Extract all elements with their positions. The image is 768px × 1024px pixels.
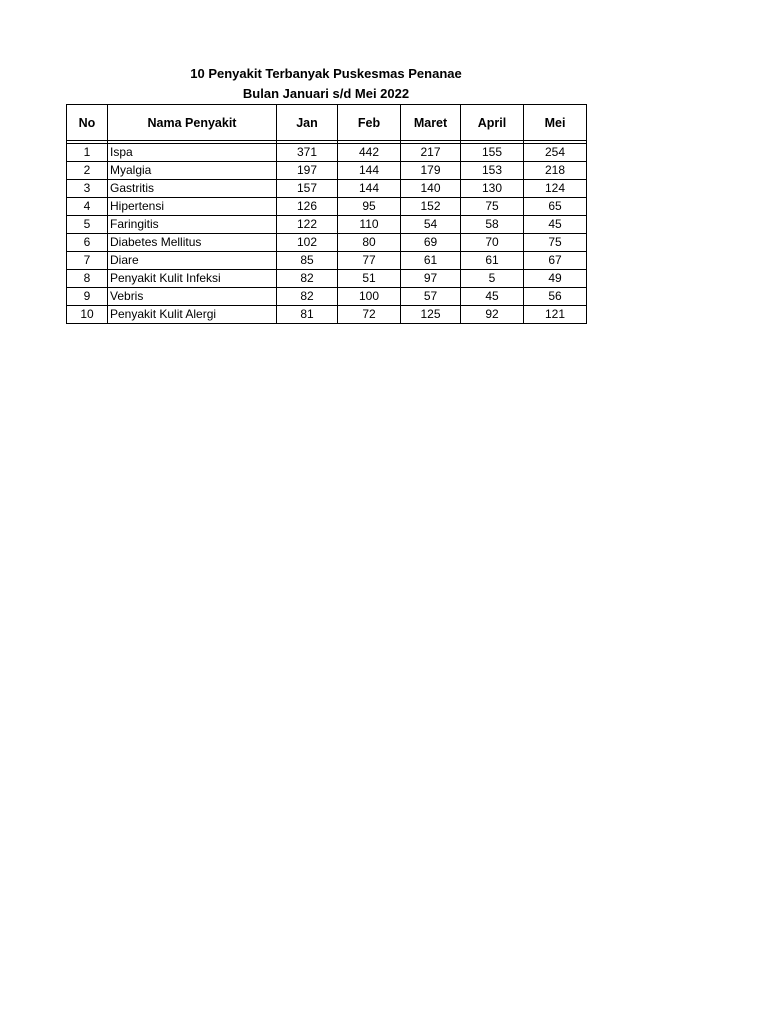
cell-feb: 72 [338, 306, 401, 324]
header-maret: Maret [401, 105, 461, 141]
cell-jan: 82 [277, 270, 338, 288]
cell-jan: 82 [277, 288, 338, 306]
table-row [67, 252, 587, 270]
header-feb: Feb [338, 105, 401, 141]
cell-maret: 61 [401, 252, 461, 270]
cell-feb: 144 [338, 162, 401, 180]
header-no: No [67, 105, 108, 141]
cell-mei: 124 [524, 180, 587, 198]
cell-no: 3 [67, 180, 108, 198]
cell-nama-penyakit: Diare [108, 252, 277, 270]
report-subtitle: Bulan Januari s/d Mei 2022 [242, 86, 410, 101]
cell-maret: 140 [401, 180, 461, 198]
cell-maret: 217 [401, 144, 461, 162]
table-row [67, 162, 587, 180]
cell-april: 61 [461, 252, 524, 270]
header-jan: Jan [277, 105, 338, 141]
cell-feb: 442 [338, 144, 401, 162]
header-april: April [461, 105, 524, 141]
cell-maret: 125 [401, 306, 461, 324]
table-row [67, 216, 587, 234]
cell-mei: 67 [524, 252, 587, 270]
cell-feb: 77 [338, 252, 401, 270]
cell-april: 75 [461, 198, 524, 216]
cell-feb: 51 [338, 270, 401, 288]
cell-april: 92 [461, 306, 524, 324]
cell-feb: 80 [338, 234, 401, 252]
cell-jan: 85 [277, 252, 338, 270]
table-row [67, 288, 587, 306]
cell-feb: 144 [338, 180, 401, 198]
cell-nama-penyakit: Faringitis [108, 216, 277, 234]
cell-mei: 56 [524, 288, 587, 306]
cell-april: 70 [461, 234, 524, 252]
cell-nama-penyakit: Ispa [108, 144, 277, 162]
cell-jan: 81 [277, 306, 338, 324]
cell-no: 1 [67, 144, 108, 162]
table-row [67, 306, 587, 324]
cell-maret: 54 [401, 216, 461, 234]
cell-feb: 110 [338, 216, 401, 234]
cell-mei: 218 [524, 162, 587, 180]
cell-maret: 152 [401, 198, 461, 216]
header-mei: Mei [524, 105, 587, 141]
cell-maret: 179 [401, 162, 461, 180]
cell-jan: 197 [277, 162, 338, 180]
cell-nama-penyakit: Vebris [108, 288, 277, 306]
table-row [67, 180, 587, 198]
cell-jan: 157 [277, 180, 338, 198]
cell-mei: 49 [524, 270, 587, 288]
cell-mei: 121 [524, 306, 587, 324]
report-title: 10 Penyakit Terbanyak Puskesmas Penanae [190, 66, 462, 81]
cell-nama-penyakit: Gastritis [108, 180, 277, 198]
cell-mei: 65 [524, 198, 587, 216]
table-row [67, 234, 587, 252]
cell-mei: 75 [524, 234, 587, 252]
cell-no: 7 [67, 252, 108, 270]
table-row [67, 144, 587, 162]
header-nama-penyakit: Nama Penyakit [108, 105, 277, 141]
table-row [67, 198, 587, 216]
cell-no: 2 [67, 162, 108, 180]
cell-nama-penyakit: Myalgia [108, 162, 277, 180]
cell-mei: 45 [524, 216, 587, 234]
cell-april: 58 [461, 216, 524, 234]
cell-feb: 95 [338, 198, 401, 216]
cell-jan: 122 [277, 216, 338, 234]
table-header-row [67, 105, 587, 141]
cell-nama-penyakit: Penyakit Kulit Alergi [108, 306, 277, 324]
cell-april: 45 [461, 288, 524, 306]
cell-no: 5 [67, 216, 108, 234]
table-row [67, 270, 587, 288]
cell-maret: 57 [401, 288, 461, 306]
table-body [67, 141, 587, 324]
cell-maret: 69 [401, 234, 461, 252]
cell-no: 10 [67, 306, 108, 324]
cell-mei: 254 [524, 144, 587, 162]
cell-nama-penyakit: Diabetes Mellitus [108, 234, 277, 252]
cell-nama-penyakit: Penyakit Kulit Infeksi [108, 270, 277, 288]
cell-feb: 100 [338, 288, 401, 306]
cell-no: 6 [67, 234, 108, 252]
cell-maret: 97 [401, 270, 461, 288]
cell-no: 9 [67, 288, 108, 306]
cell-april: 153 [461, 162, 524, 180]
cell-jan: 371 [277, 144, 338, 162]
disease-table [66, 104, 587, 324]
cell-jan: 126 [277, 198, 338, 216]
cell-jan: 102 [277, 234, 338, 252]
cell-april: 130 [461, 180, 524, 198]
cell-april: 5 [461, 270, 524, 288]
cell-no: 4 [67, 198, 108, 216]
cell-nama-penyakit: Hipertensi [108, 198, 277, 216]
cell-april: 155 [461, 144, 524, 162]
cell-no: 8 [67, 270, 108, 288]
